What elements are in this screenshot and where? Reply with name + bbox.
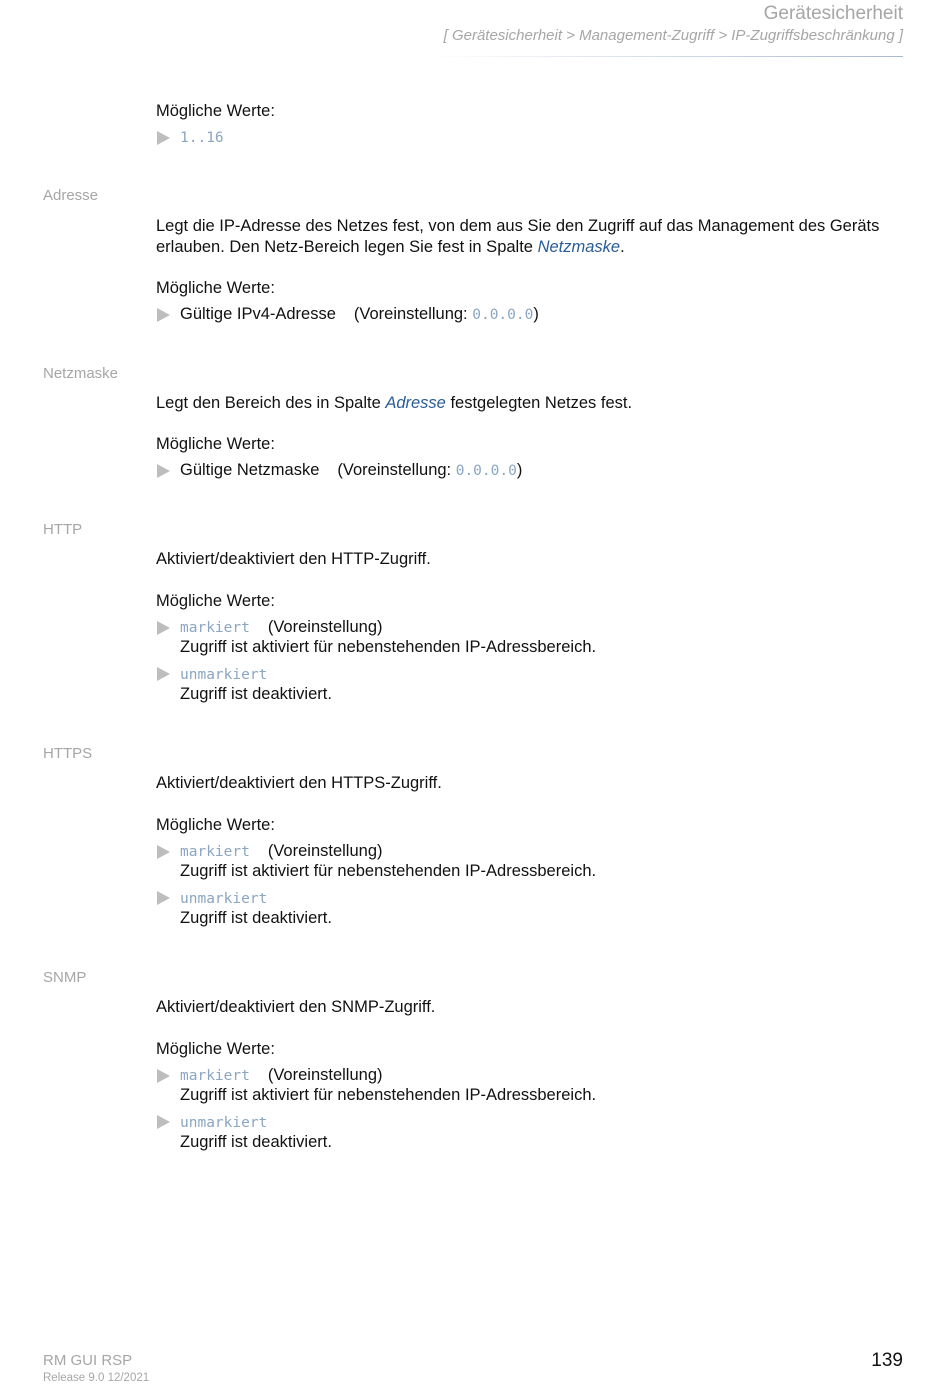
http-option-checked: markiert (Voreinstellung) xyxy=(180,618,383,636)
adresse-desc-line1: Legt die IP-Adresse des Netzes fest, von dem aus Sie den Zugriff auf das Management des Geräts xyxy=(156,217,880,235)
https-option-unchecked: unmarkiert xyxy=(180,891,268,907)
section-label-https: HTTPS xyxy=(43,745,93,762)
option-text: Gültige IPv4-Adresse xyxy=(180,305,336,323)
section-label-adresse: Adresse xyxy=(43,187,99,204)
footer-release: Release 9.0 12/2021 xyxy=(43,1372,150,1384)
http-description: Aktiviert/deaktiviert den HTTP-Zugriff. xyxy=(156,550,431,568)
https-option-unchecked-desc: Zugriff ist deaktiviert. xyxy=(180,909,332,927)
page-header-title: Gerätesicherheit xyxy=(763,3,903,24)
snmp-option-checked-desc: Zugriff ist aktiviert für nebenstehenden IP-Adressbereich. xyxy=(180,1086,597,1104)
http-option-unchecked-desc: Zugriff ist deaktiviert. xyxy=(180,685,332,703)
section-label-netzmaske: Netzmaske xyxy=(43,365,119,382)
default-value: 0.0.0.0 xyxy=(455,463,517,479)
footer-doc-title: RM GUI RSP xyxy=(43,1352,133,1369)
adresse-link[interactable]: Adresse xyxy=(385,394,446,412)
netzmaske-option: Gültige Netzmaske (Voreinstellung: 0.0.0.0) xyxy=(180,461,523,479)
snmp-description: Aktiviert/deaktiviert den SNMP-Zugriff. xyxy=(156,998,436,1016)
snmp-option-unchecked: unmarkiert xyxy=(180,1115,268,1131)
bullet-triangle-icon xyxy=(157,667,170,681)
section-label-snmp: SNMP xyxy=(43,969,87,986)
adresse-description xyxy=(156,216,906,258)
bullet-triangle-icon xyxy=(157,131,170,145)
breadcrumb: [ Gerätesicherheit > Management-Zugriff > IP-Zugriffsbeschränkung ] xyxy=(443,27,903,44)
possible-values-label: Mögliche Werte: xyxy=(156,592,275,610)
netzmaske-description: Legt den Bereich des in Spalte Adresse festgelegten Netzes fest. xyxy=(156,394,633,412)
possible-values-label: Mögliche Werte: xyxy=(156,279,275,297)
http-option-unchecked: unmarkiert xyxy=(180,667,268,683)
header-divider xyxy=(430,56,903,57)
possible-values-label: Mögliche Werte: xyxy=(156,435,275,453)
https-description: Aktiviert/deaktiviert den HTTPS-Zugriff. xyxy=(156,774,442,792)
snmp-option-checked: markiert (Voreinstellung) xyxy=(180,1066,383,1084)
bullet-triangle-icon xyxy=(157,845,170,859)
netzmaske-link[interactable]: Netzmaske xyxy=(537,238,621,256)
bullet-triangle-icon xyxy=(157,308,170,322)
snmp-option-unchecked-desc: Zugriff ist deaktiviert. xyxy=(180,1133,332,1151)
bullet-triangle-icon xyxy=(157,464,170,478)
adresse-option: Gültige IPv4-Adresse (Voreinstellung: 0.0.0.0) xyxy=(180,305,539,323)
https-option-checked: markiert (Voreinstellung) xyxy=(180,842,383,860)
default-value: 0.0.0.0 xyxy=(472,307,534,323)
value-range xyxy=(180,128,224,147)
range-value: 1..16 xyxy=(180,130,224,146)
possible-values-label: Mögliche Werte: xyxy=(156,816,275,834)
https-option-checked-desc: Zugriff ist aktiviert für nebenstehenden IP-Adressbereich. xyxy=(180,862,597,880)
option-text: Gültige Netzmaske xyxy=(180,461,320,479)
possible-values-label: Mögliche Werte: xyxy=(156,1040,275,1058)
bullet-triangle-icon xyxy=(157,1069,170,1083)
http-option-checked-desc: Zugriff ist aktiviert für nebenstehenden IP-Adressbereich. xyxy=(180,638,597,656)
section-label-http: HTTP xyxy=(43,521,83,538)
bullet-triangle-icon xyxy=(157,1115,170,1129)
bullet-triangle-icon xyxy=(157,891,170,905)
adresse-desc-line2: erlauben. Den Netz-Bereich legen Sie fest in Spalte Netzmaske. xyxy=(156,238,625,256)
possible-values-label: Mögliche Werte: xyxy=(156,102,275,120)
bullet-triangle-icon xyxy=(157,621,170,635)
page-number: 139 xyxy=(871,1350,903,1371)
